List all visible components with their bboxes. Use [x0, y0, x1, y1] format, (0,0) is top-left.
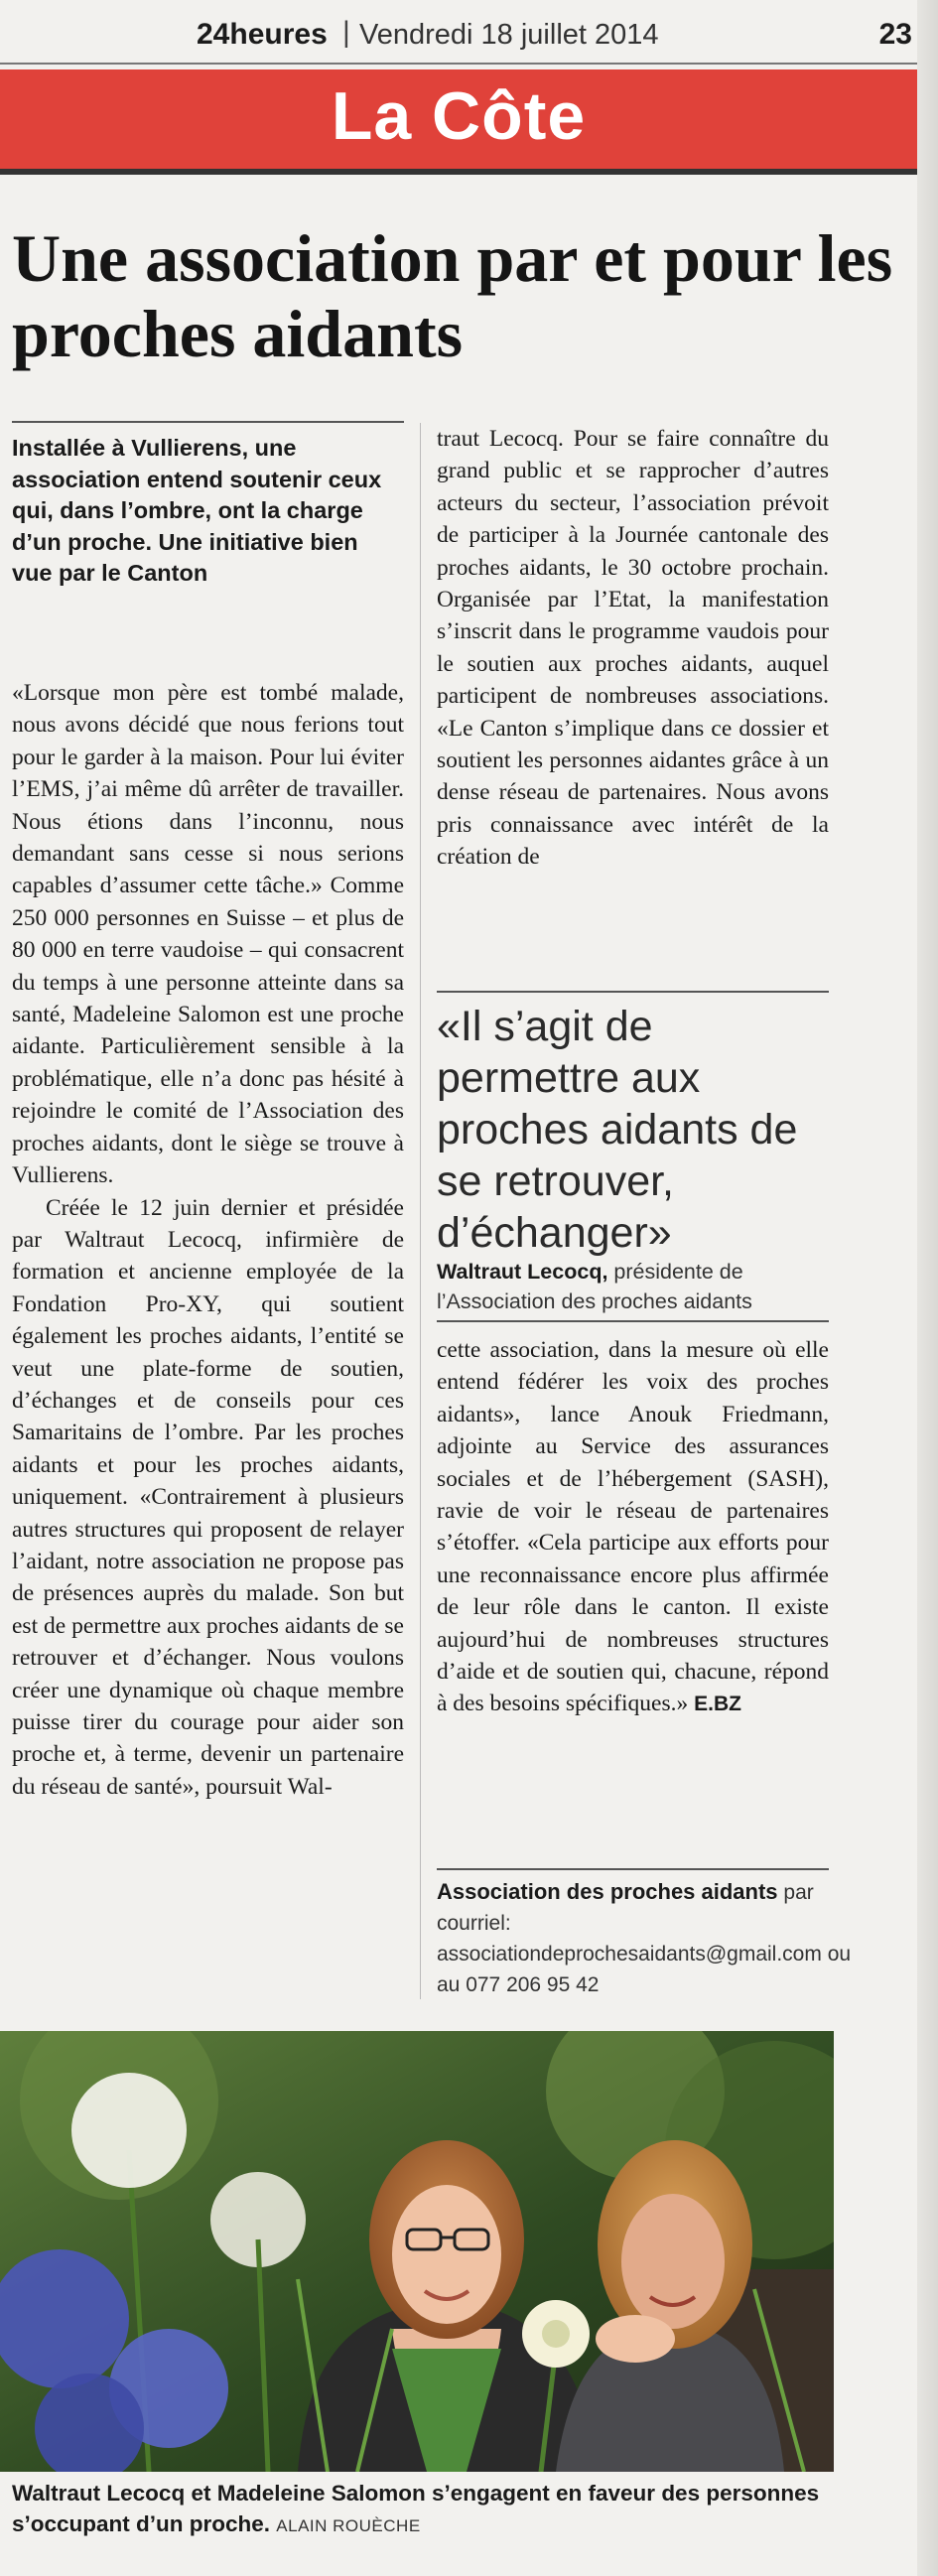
pullquote-role: présidente de l’Association des proches aidants: [437, 1260, 752, 1313]
top-rule: [0, 63, 917, 65]
article-headline: Une association par et pour les proches aidants: [12, 220, 893, 371]
newspaper-name: 24heures: [197, 18, 328, 51]
photo-credit: ALAIN ROUÈCHE: [276, 2516, 421, 2535]
body-paragraph: traut Lecocq. Pour se faire connaître du grand public et se rapprocher d’autres acteurs du secteur, l’association prévoit de participer à la Journée cantonale des proches aidants, le 30 octobre prochain. Organisée par l’Etat, la manifestation s’inscrit dans le programme vaudois pour le soutien aux proches aidants, auquel participent de nombreuses associations. «Le Canton s’implique dans ce dossier et soutient les personnes aidantes grâce à un dense réseau de partenaires. Nous avons pris connaissance avec intérêt de la création de: [437, 426, 829, 871]
issue-date: Vendredi 18 juillet 2014: [359, 19, 659, 51]
info-box: [437, 1876, 854, 2000]
body-column-1: [12, 677, 404, 1803]
author-byline: E.BZ: [694, 1693, 741, 1716]
section-title: La Côte: [331, 78, 587, 154]
body-column-2-bottom: [437, 1334, 829, 1721]
page-margin: [917, 0, 938, 2576]
lead-rule: [12, 421, 404, 423]
info-title: Association des proches aidants: [437, 1879, 778, 1904]
pullquote-rule-bottom: [437, 1320, 829, 1322]
photo-illustration: [0, 2031, 834, 2472]
folio-separator: |: [342, 16, 350, 49]
body-paragraph: «Lorsque mon père est tombé malade, nous avons décidé que nous ferions tout pour le garder à la maison. Pour lui éviter l’EMS, j’ai même dû arrêter de travailler. Nous étions dans l’inconnu, nous demandant sans cesse si nous serions capables d’assumer cette tâche.» Comme 250 000 personnes en Suisse – et plus de 80 000 en terre vaudoise – qui consacrent du temps à une personne atteinte dans sa santé, Madeleine Salomon est une proche aidante. Particulièrement sensible à la problématique, elle n’a donc pas hésité à rejoindre le comité de l’Association des proches aidants, dont le siège se trouve à Vullierens.: [12, 680, 404, 1189]
body-column-2-top: [437, 423, 829, 874]
info-contact: par courriel: associationdeprochesaidants@gmail.com ou au 077 206 95 42: [437, 1881, 852, 1996]
page-number: 23: [878, 18, 912, 51]
pullquote-author: Waltraut Lecocq,: [437, 1260, 608, 1284]
pullquote-text: «Il s’agit de permettre aux proches aidants de se retrouver, d’échanger»: [437, 1003, 798, 1257]
page-folio: [0, 0, 938, 60]
body-paragraph: Créée le 12 juin dernier et présidée par Waltraut Lecocq, infirmière de formation et ancienne employée de la Fondation Pro-XY, qui soutient également les proches aidants, l’entité se veut une plate-forme de soutien, d’échanges et de conseils pour ces Samaritains de l’ombre. Par les proches aidants et pour les proches aidants, uniquement. «Contrairement à plusieurs autres structures qui proposent de relayer l’aidant, notre association ne propose pas de présences auprès du malade. Son but est de permettre aux proches aidants de se retrouver et d’échanger. Nous voulons créer une dynamique où chaque membre puisse tirer du courage pour aider son proche et, à terme, devenir un partenaire du réseau de santé», poursuit Wal-: [12, 1194, 404, 1800]
body-text: cette association, dans la mesure où elle entend fédérer les voix des proches aidants», lance Anouk Friedmann, adjointe au Service des assurances sociales et de l’hébergement (SASH), ravie de voir le réseau de partenaires s’étoffer. «Cela participe aux efforts pour une reconnaissance encore plus affirmée de leur rôle dans le canton. Il existe aujourd’hui de nombreuses structures d’aide et de soutien qui, chacune, répond à des besoins spécifiques.»: [437, 1337, 829, 1717]
caption-text: Waltraut Lecocq et Madeleine Salomon s’engagent en faveur des personnes s’occupant d’un proche.: [12, 2481, 820, 2536]
article-lead: Installée à Vullierens, une association entend soutenir ceux qui, dans l’ombre, ont la charge d’un proche. Une initiative bien vue par le Canton: [12, 435, 382, 586]
pullquote-attribution: [437, 1257, 854, 1316]
photo-caption: [12, 2478, 846, 2541]
section-banner: [0, 69, 917, 175]
body-paragraph: [437, 1334, 829, 1721]
pullquote-rule-top: [437, 991, 829, 993]
column-divider: [420, 423, 421, 1999]
info-rule: [437, 1868, 829, 1870]
article-photo: [0, 2031, 834, 2472]
